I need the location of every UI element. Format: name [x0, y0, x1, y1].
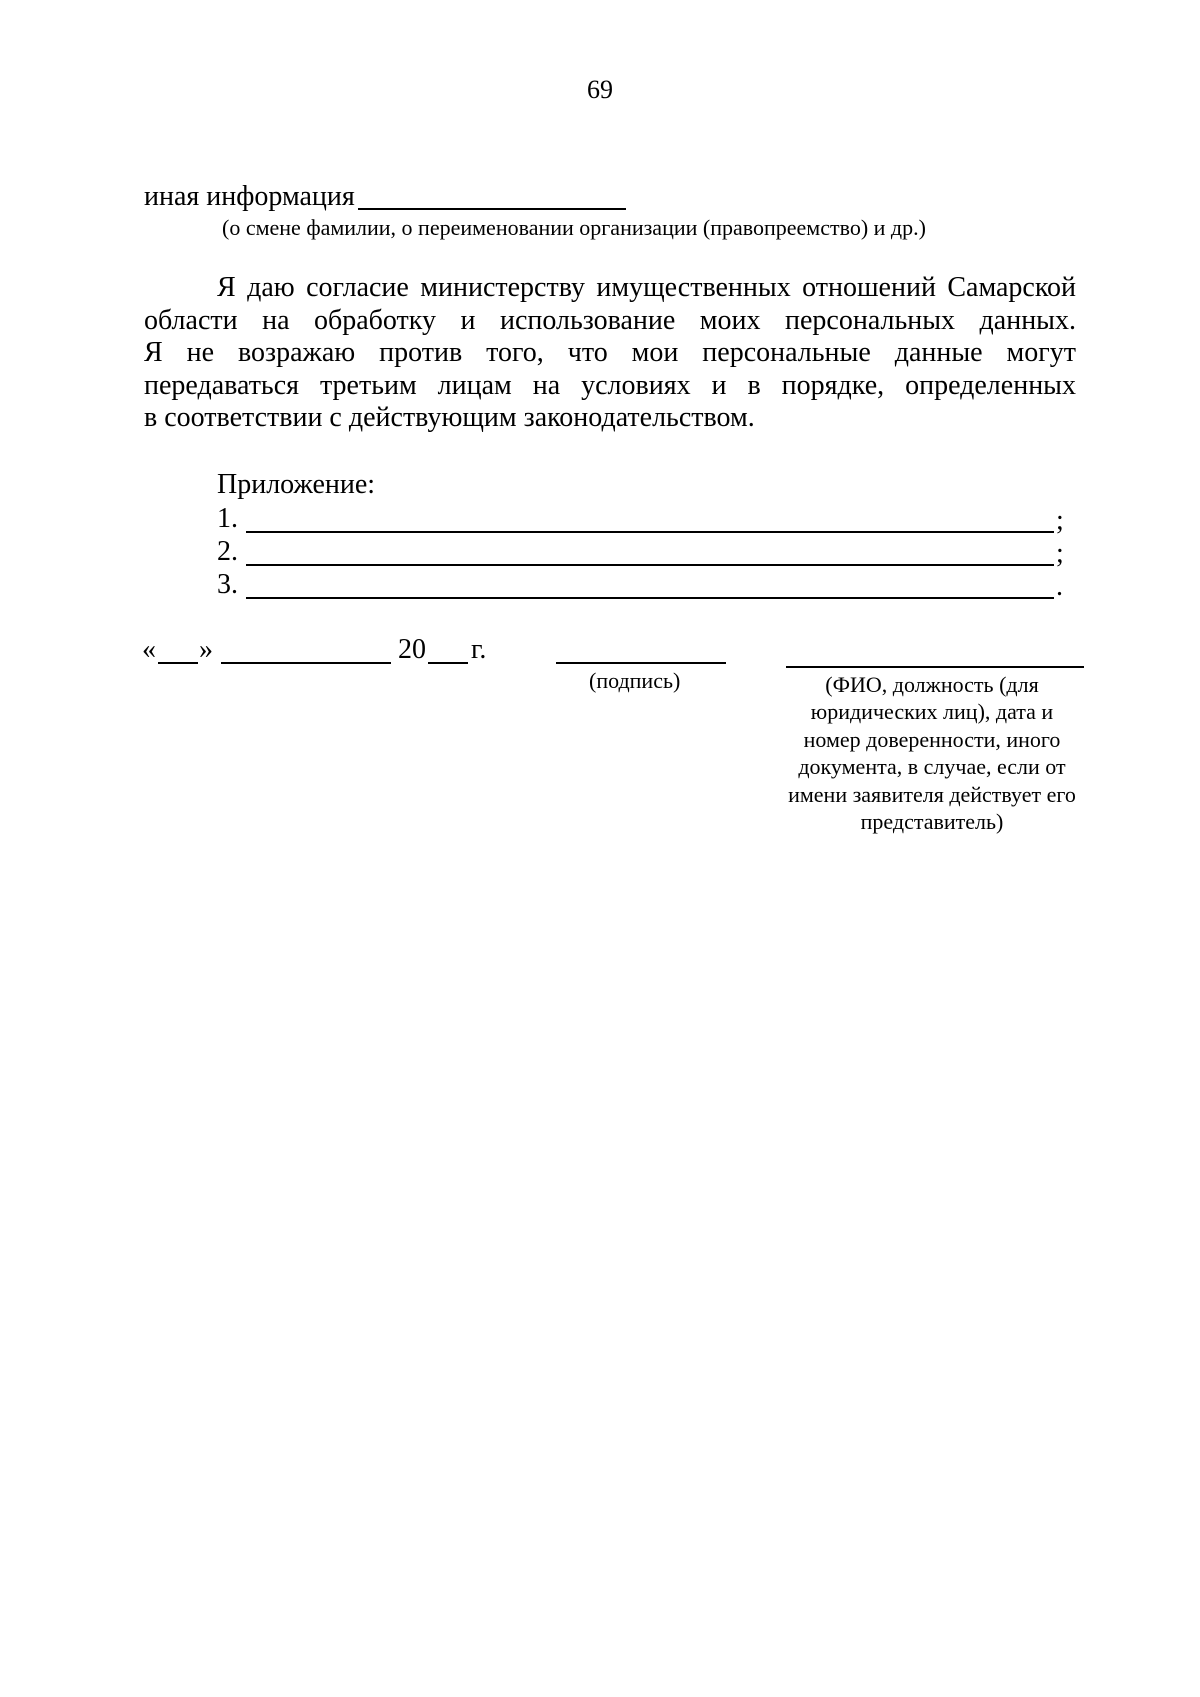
- date-year-field[interactable]: [428, 662, 468, 664]
- consent-line: Я даю согласие министерству имущественных отношений Самарской: [217, 272, 1076, 303]
- date-year-suffix: г.: [471, 634, 487, 665]
- attachment-number: 2.: [217, 536, 238, 567]
- date-year-prefix: 20: [398, 634, 426, 665]
- consent-line: области на обработку и использование моих персональных данных.: [144, 304, 1076, 336]
- attachment-end: ;: [1056, 505, 1064, 536]
- consent-line: в соответствии с действующим законодательством.: [144, 402, 755, 433]
- fio-field[interactable]: [786, 666, 1084, 668]
- attachment-end: .: [1056, 571, 1063, 602]
- fio-caption: (ФИО, должность (для юридических лиц), дата и номер доверенности, иного документа, в случае, если от имени заявителя действует его представитель): [788, 672, 1076, 835]
- consent-paragraph: [144, 272, 1076, 435]
- other-info-label: иная информация: [144, 181, 355, 212]
- attachment-number: 1.: [217, 503, 238, 534]
- other-info-hint: (о смене фамилии, о переименовании организации (правопреемство) и др.): [222, 215, 926, 240]
- attachments-title: Приложение:: [217, 469, 376, 500]
- attachment-field[interactable]: [246, 597, 1054, 599]
- date-day-field[interactable]: [158, 662, 198, 664]
- page-number: 69: [587, 75, 613, 104]
- date-month-field[interactable]: [221, 662, 391, 664]
- attachment-end: ;: [1056, 538, 1064, 569]
- signature-caption: (подпись): [589, 668, 681, 693]
- signature-field[interactable]: [556, 662, 726, 664]
- date-open-quote: «: [142, 634, 156, 665]
- consent-line: передаваться третьим лицам на условиях и в порядке, определенных: [144, 369, 1076, 401]
- attachment-field[interactable]: [246, 531, 1054, 533]
- attachment-field[interactable]: [246, 564, 1054, 566]
- date-close-quote: »: [199, 634, 213, 665]
- other-info-field[interactable]: [358, 208, 626, 210]
- attachment-number: 3.: [217, 569, 238, 600]
- consent-line: Я не возражаю против того, что мои персональные данные могут: [144, 337, 1076, 368]
